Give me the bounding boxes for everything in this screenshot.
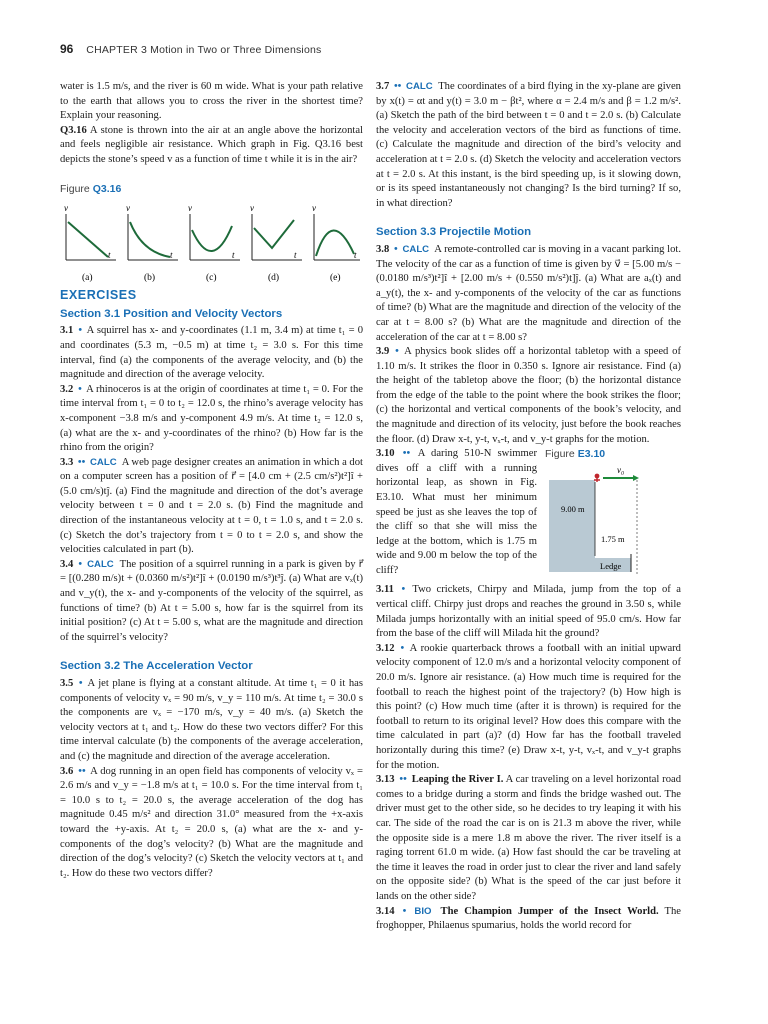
exercise-text: A dog running in an open field has components of velocity vₓ = 2.6 m/s and v_y = −1.8 m/s at t₁ = 10.0 s. For the time interval from t₁ = 10.0 s to t₂ = 20.0 s, the average acceleration of the dog has magnitude 0.45 m/s² and direction 31.0° measured from the +x-axis toward the +y-axis. At t₂ = 20.0 s, (a) what are the x- and y-components of the dog’s velocity? (b) What are the magnitude and direction of the dog’s velocity? (c) Sketch the velocity vectors at t₁ and t₂. How do these two vectors differ?	[60, 765, 363, 879]
curve-d	[254, 220, 294, 248]
exercise-title: Leaping the River I.	[411, 774, 504, 786]
speed-graphs	[60, 202, 363, 284]
axis-v-label: v	[126, 203, 130, 214]
axis-v-label: v	[312, 203, 316, 214]
difficulty-dots: •	[401, 584, 406, 596]
exercise-text: A physics book slides off a horizontal tabletop with a speed of 1.10 m/s. It strikes the floor in 0.350 s. Ignore air resistance. Find (a) the height of the tabletop above the floor; (b) the horizontal distance from the edge of the table to the point where the book strikes the floor; (c) the horizontal and vertical components of the book’s velocity, and the magnitude and direction of its velocity, just before the book reaches the floor. (d) Draw x-t, y-t, vₓ-t, and v_y-t graphs for the motion.	[376, 346, 681, 445]
exercise-3-13	[376, 773, 681, 904]
graph-label-e: (e)	[330, 273, 341, 284]
axis-t-label: t	[294, 250, 297, 261]
question-number: Q3.16	[60, 124, 87, 136]
exercise-number: 3.12	[376, 642, 395, 654]
question-text: A stone is thrown into the air at an angle above the horizontal and feels negligible air resistance. Which graph in Fig. Q3.16 best depicts the stone’s speed v as a function of time t while it is in the air?	[60, 124, 363, 165]
axis-t-label: t	[232, 250, 235, 261]
exercise-text: A jet plane is flying at a constant altitude. At time t₁ = 0 it has components of velocity vₓ = 90 m/s, v_y = 110 m/s. At time t₂ = 30.0 s the components are vₓ = −170 m/s, v_y = 40 m/s. (a) Sketch the velocity vectors at t₁ and t₂. How do these two vectors differ? For this time interval calculate (b) the components of the average acceleration, and (c) the magnitude and direction of the average acceleration.	[60, 678, 363, 762]
difficulty-dots: •	[78, 325, 83, 337]
exercise-number: 3.6	[60, 765, 74, 777]
ledge-label: Ledge	[600, 560, 622, 571]
exercise-number: 3.3	[60, 456, 74, 468]
exercise-text: Two crickets, Chirpy and Milada, jump from the top of a vertical cliff. Chirpy just drops and reaches the ground in 3.50 s, while Milada jumps horizontally with an initial speed of 95.0 cm/s. How far from the base of the cliff will Milada hit the ground?	[376, 584, 681, 640]
graph-label-b: (b)	[144, 273, 156, 284]
exercise-text: The froghopper, Philaenus spumarius, holds the world record for	[376, 905, 681, 932]
figure-prefix: Figure	[545, 448, 575, 461]
section-3-2-heading: Section 3.2 The Acceleration Vector	[60, 660, 253, 673]
width-label: 1.75 m	[601, 533, 625, 544]
left-column	[60, 80, 363, 881]
exercise-title: The Champion Jumper of the Insect World.	[440, 905, 659, 917]
axis-v-label: v	[250, 203, 254, 214]
exercise-text: The coordinates of a bird flying in the xy-plane are given by x(t) = αt and y(t) = 3.0 m − βt², where α = 2.4 m/s and β = 1.2 m/s². (a) Sketch the path of the bird between t = 0 and t = 2.0 s. (b) Calculate the velocity and acceleration vectors of the bird as functions of time. (c) Calculate the magnitude and direction of the bird’s velocity and acceleration at t = 2.0 s. (d) Sketch the velocity and acceleration vectors at t = 2.0 s. At this instant, is the bird speeding up, is it slowing down, or is its speed instantaneously not changing? Is the bird turning? If so, in what direction?	[376, 81, 681, 209]
velocity-arrowhead	[633, 475, 639, 481]
figure-e3-10	[545, 447, 681, 579]
figure-q3-16-label	[60, 182, 363, 197]
exercise-number: 3.7	[376, 81, 390, 92]
exercises-heading: EXERCISES	[60, 288, 137, 303]
bio-tag: BIO	[414, 905, 432, 917]
section-3-1-heading: Section 3.1 Position and Velocity Vectors	[60, 307, 283, 320]
difficulty-dots: ••	[393, 81, 402, 92]
exercise-3-2	[60, 383, 363, 456]
exercise-number: 3.13	[376, 774, 395, 786]
exercise-3-1	[60, 324, 363, 382]
exercise-3-8	[376, 243, 681, 345]
figure-e3-10-label	[545, 447, 681, 462]
exercise-3-3	[60, 456, 363, 558]
exercise-3-12	[376, 642, 681, 773]
difficulty-dots: •	[78, 558, 83, 570]
difficulty-dots: •	[400, 642, 405, 654]
axis-t-label: t	[354, 250, 357, 261]
difficulty-dots: ••	[402, 448, 411, 460]
exercise-text: The position of a squirrel running in a park is given by r⃗ = [(0.280 m/s)t + (0.0360 m/s²)t²]î + (0.0190 m/s³)t³ĵ. (a) What are vₓ(t) and v_y(t), the x- and y-components of the velocity of the squirrel, as functions of time? (b) At t = 5.00 s, how far is the squirrel from its initial position? (c) At t = 5.00 s, what are the magnitude and direction of the squirrel’s velocity?	[60, 558, 363, 643]
exercise-text: A rhinoceros is at the origin of coordinates at time t₁ = 0. For the time interval from t₁ = 0 to t₂ = 12.0 s, the rhino’s average velocity has x-component −3.8 m/s and y-component 4.9 m/s. At time t₂ = 12.0 s, (a) what are the x- and y-coordinates of the rhino? (b) How far is the rhino from the origin?	[60, 383, 363, 454]
cliff	[549, 480, 595, 572]
difficulty-dots: •	[395, 346, 399, 358]
exercise-number: 3.4	[60, 558, 74, 570]
exercise-text: A daring 510-N swimmer dives off a cliff with a running horizontal leap, as shown in Fig. E3.10. What must her minimum speed be just as she leaves the top of the cliff so that she will miss the ledge at the bottom, which is 1.75 m wide and 9.00 m below the top of the cliff?	[376, 448, 537, 576]
calc-tag: CALC	[89, 456, 117, 468]
exercise-number: 3.9	[376, 346, 390, 358]
graph-label-a: (a)	[82, 273, 93, 284]
exercise-3-4	[60, 558, 363, 646]
v0-label: v₀	[617, 465, 625, 475]
figure-name: E3.10	[577, 448, 606, 461]
exercise-number: 3.11	[376, 584, 394, 596]
page-header	[60, 42, 322, 56]
exercise-text: A rookie quarterback throws a football with an initial upward velocity component of 12.0 m/s and a horizontal velocity component of 20.0 m/s. Ignore air resistance. (a) How much time is required for the football to reach the highest point of the trajectory? (b) How high is this point? (c) How much time (after it is thrown) is required for the football to return to its original level? How does this compare with the time calculated in part (a)? (d) How far has the football traveled horizontally during this time? (e) Draw x-t, y-t, vₓ-t, and v_y-t graphs for the motion.	[376, 642, 681, 771]
right-column	[376, 80, 681, 934]
graph-label-c: (c)	[206, 273, 217, 284]
exercise-3-11	[376, 583, 681, 641]
chapter-title: CHAPTER 3 Motion in Two or Three Dimensions	[86, 44, 322, 56]
axis-v-label: v	[64, 203, 68, 214]
graph-a	[64, 203, 116, 283]
difficulty-dots: ••	[78, 765, 86, 777]
exercise-text: A car traveling on a level horizontal road comes to a bridge during a storm and finds the bridge washed out. The driver must get to the other side, so he decides to try leaping it with his car. The side of the road the car is on is 21.3 m above the river, while the opposite side is a mere 1.8 m above the river. The river itself is a raging torrent 61.0 m wide. (a) How fast should the car be traveling at the time it leaves the road in order just to clear the river and land safely on the opposite side? (b) What is the speed of the car just before it lands on the other side?	[376, 774, 681, 902]
difficulty-dots: •	[402, 905, 407, 917]
exercise-text: A remote-controlled car is moving in a vacant parking lot. The velocity of the car as a function of time is given by v⃗ = [5.00 m/s − (0.0180 m/s³)t²]î + [2.00 m/s + (0.550 m/s²)t]ĵ. (a) What are aₓ(t) and a_y(t), the x- and y-components of the velocity of the car as functions of time? (b) What are the magnitude and direction of the velocity of the car at t = 8.00 s? (b) What are the magnitude and direction of the acceleration of the car at t = 8.00 s?	[376, 243, 682, 343]
difficulty-dots: ••	[77, 456, 86, 468]
figure-q3-16	[60, 202, 363, 284]
curve-b	[130, 222, 170, 257]
exercise-number: 3.1	[60, 325, 74, 337]
figure-name: Q3.16	[92, 182, 122, 195]
exercise-3-9	[376, 345, 681, 447]
calc-tag: CALC	[406, 81, 433, 92]
exercise-3-5	[60, 677, 363, 765]
question-q3-16	[60, 124, 363, 168]
difficulty-dots: •	[78, 678, 83, 689]
exercise-3-6	[60, 765, 363, 882]
graph-d	[250, 203, 302, 283]
difficulty-dots: •	[78, 383, 82, 395]
figure-prefix: Figure	[60, 182, 90, 195]
exercise-number: 3.10	[376, 448, 395, 460]
graph-b	[126, 203, 178, 283]
exercise-text: A squirrel has x- and y-coordinates (1.1 m, 3.4 m) at time t₁ = 0 and coordinates (5.3 m, −0.5 m) at time t₂ = 3.0 s. For this time interval, find (a) the components of the average velocity, and (b) the magnitude and direction of the average velocity.	[60, 325, 363, 381]
cliff-diagram	[545, 466, 681, 574]
exercise-3-7	[376, 80, 681, 211]
height-label: 9.00 m	[561, 503, 585, 514]
exercise-number: 3.8	[376, 243, 390, 255]
graph-e	[312, 203, 360, 283]
swimmer-icon	[595, 473, 600, 478]
exercise-text: A web page designer creates an animation in which a dot on a computer screen has a position of r⃗ = [4.0 cm + (2.5 cm/s²)t²]î + (5.0 cm/s)tĵ. (a) Find the magnitude and direction of the dot’s average velocity between t = 0 and t = 2.0 s. (b) Find the magnitude and direction of the instantaneous velocity at t = 0, t = 1.0 s, and t = 2.0 s. (c) Sketch the dot’s trajectory from t = 0 to t = 2.0 s, and show the velocities calculated in part (b).	[60, 456, 363, 556]
curve-e	[316, 231, 354, 257]
graph-c	[188, 203, 240, 283]
exercise-3-10-block	[376, 447, 681, 578]
curve-c	[192, 226, 232, 251]
difficulty-dots: •	[394, 243, 398, 255]
exercise-number: 3.14	[376, 905, 395, 917]
calc-tag: CALC	[402, 243, 430, 255]
axis-t-label: t	[170, 250, 173, 261]
axis-t-label: t	[108, 250, 111, 261]
exercise-3-14	[376, 905, 681, 934]
difficulty-dots: ••	[399, 774, 407, 786]
calc-tag: CALC	[87, 558, 114, 570]
exercise-number: 3.5	[60, 678, 74, 689]
axis-v-label: v	[188, 203, 192, 214]
section-3-3-heading: Section 3.3 Projectile Motion	[376, 226, 532, 239]
intro-paragraph: water is 1.5 m/s, and the river is 60 m wide. What is your path relative to the earth that allows you to cross the river in the shortest time? Explain your reasoning.	[60, 81, 363, 122]
graph-label-d: (d)	[268, 273, 280, 284]
exercise-number: 3.2	[60, 383, 74, 395]
page-number: 96	[60, 42, 74, 56]
curve-a	[68, 222, 108, 257]
